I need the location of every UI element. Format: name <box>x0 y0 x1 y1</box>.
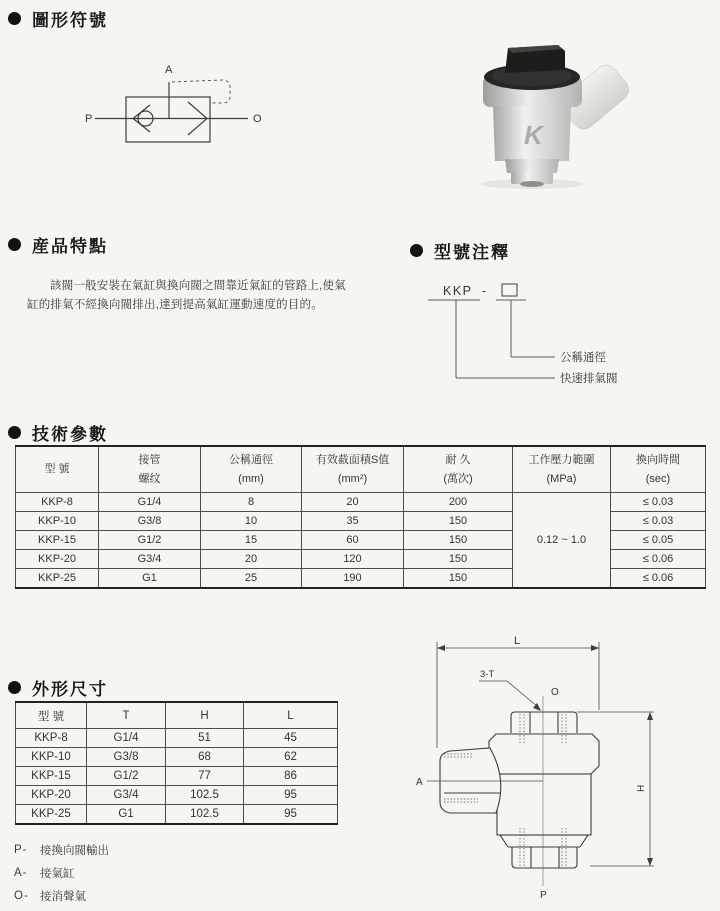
cell-bore: 8 <box>201 493 302 512</box>
model-notation-diagram <box>420 276 635 394</box>
section-notation-heading <box>410 238 510 263</box>
section-title: 外形尺寸 <box>32 680 108 699</box>
table-header-row <box>16 702 338 729</box>
cell-bore: 15 <box>201 531 302 550</box>
col-header-bore: 公稱通徑 (mm) <box>201 446 302 493</box>
bottom-thread-hole <box>520 181 544 187</box>
cell-time: ≤ 0.03 <box>611 512 706 531</box>
port-label-a: A <box>416 777 423 788</box>
cell-model: KKP-25 <box>16 805 87 825</box>
note-key: A- <box>14 866 28 879</box>
section-bullet-icon <box>8 681 21 694</box>
port-notes <box>14 838 109 907</box>
notation-label-valve: 快速排氣閥 <box>560 373 618 385</box>
note-p <box>14 838 109 861</box>
section-bullet-icon <box>8 426 21 439</box>
col-header-t: T <box>87 702 166 729</box>
cell-bore: 25 <box>201 569 302 589</box>
note-a <box>14 861 109 884</box>
section-bullet-icon <box>410 244 423 257</box>
table-header-row <box>16 446 706 493</box>
cell-durability: 150 <box>404 569 513 589</box>
col-header-l: L <box>244 702 338 729</box>
cell-section: 190 <box>302 569 404 589</box>
col-header-pressure: 工作壓力範圍 (MPa) <box>513 446 611 493</box>
cell-model: KKP-10 <box>16 748 87 767</box>
cell-t: G3/8 <box>87 748 166 767</box>
cell-h: 77 <box>166 767 244 786</box>
model-dash: - <box>482 284 487 298</box>
cell-thread: G1 <box>99 569 201 589</box>
cell-durability: 200 <box>404 493 513 512</box>
cell-l: 62 <box>244 748 338 767</box>
cell-l: 86 <box>244 767 338 786</box>
port-label-o: O <box>551 687 559 698</box>
port-label-a: A <box>165 64 173 76</box>
section-title: 型號注釋 <box>434 243 510 262</box>
cell-thread: G3/8 <box>99 512 201 531</box>
section-bullet-icon <box>8 12 21 25</box>
table-row <box>16 493 706 512</box>
cell-section: 120 <box>302 550 404 569</box>
section-title: 産品特點 <box>32 237 108 256</box>
model-size-box <box>502 284 517 296</box>
note-text: 接消聲氣 <box>40 890 86 903</box>
port-label-o: O <box>253 113 262 125</box>
pilot-line <box>172 80 230 103</box>
section-dims-heading <box>8 675 108 700</box>
cell-h: 51 <box>166 729 244 748</box>
cell-model: KKP-20 <box>16 550 99 569</box>
note-text: 接氣缸 <box>40 867 75 880</box>
note-o <box>14 884 109 907</box>
cell-time: ≤ 0.03 <box>611 493 706 512</box>
col-header-model: 型 號 <box>16 446 99 493</box>
col-header-time: 換向時間 (sec) <box>611 446 706 493</box>
cell-l: 95 <box>244 786 338 805</box>
cell-h: 102.5 <box>166 786 244 805</box>
cell-thread: G1/2 <box>99 531 201 550</box>
dim-label-h: H <box>636 784 647 792</box>
cell-h: 102.5 <box>166 805 244 825</box>
cell-t: G1 <box>87 805 166 825</box>
cell-section: 35 <box>302 512 404 531</box>
section-features-heading <box>8 232 108 257</box>
cell-durability: 150 <box>404 531 513 550</box>
col-header-section: 有效截面積S值 (mm²) <box>302 446 404 493</box>
cell-bore: 20 <box>201 550 302 569</box>
thread-count-label: 3-T <box>480 669 495 680</box>
notation-label-bore: 公稱通徑 <box>560 352 606 364</box>
table-row <box>16 729 338 748</box>
model-code: KKP <box>443 284 473 298</box>
table-row <box>16 786 338 805</box>
side-port-section <box>440 748 501 813</box>
cell-model: KKP-15 <box>16 767 87 786</box>
cell-time: ≤ 0.05 <box>611 531 706 550</box>
cell-model: KKP-20 <box>16 786 87 805</box>
cell-model: KKP-10 <box>16 512 99 531</box>
dimension-drawing <box>410 630 710 911</box>
cell-model: KKP-25 <box>16 569 99 589</box>
cell-durability: 150 <box>404 550 513 569</box>
product-photo <box>458 20 643 190</box>
cell-time: ≤ 0.06 <box>611 569 706 589</box>
cell-t: G1/2 <box>87 767 166 786</box>
cell-section: 60 <box>302 531 404 550</box>
pneumatic-symbol-diagram <box>70 55 270 150</box>
cell-time: ≤ 0.06 <box>611 550 706 569</box>
col-header-h: H <box>166 702 244 729</box>
port-label-p: P <box>85 113 93 125</box>
port-label-p: P <box>540 890 547 901</box>
note-key: P- <box>14 843 28 856</box>
col-header-model: 型 號 <box>16 702 87 729</box>
cell-durability: 150 <box>404 512 513 531</box>
cell-model: KKP-8 <box>16 493 99 512</box>
table-row <box>16 805 338 825</box>
dimensions-table <box>15 701 338 825</box>
section-tech-heading <box>8 420 108 445</box>
cell-thread: G1/4 <box>99 493 201 512</box>
section-title: 圖形符號 <box>32 11 108 30</box>
tech-params-table <box>15 445 706 589</box>
table-row <box>16 767 338 786</box>
cell-t: G3/4 <box>87 786 166 805</box>
cell-model: KKP-8 <box>16 729 87 748</box>
cell-section: 20 <box>302 493 404 512</box>
col-header-durability: 耐 久 (萬次) <box>404 446 513 493</box>
cell-pressure-range: 0.12 ~ 1.0 <box>513 493 611 589</box>
col-header-thread: 接管 螺纹 <box>99 446 201 493</box>
cell-l: 95 <box>244 805 338 825</box>
section-title: 技術參數 <box>32 425 108 444</box>
table-row <box>16 748 338 767</box>
dim-label-l: L <box>514 635 521 647</box>
cell-l: 45 <box>244 729 338 748</box>
cell-thread: G3/4 <box>99 550 201 569</box>
section-bullet-icon <box>8 238 21 251</box>
features-paragraph: 該閥一般安裝在氣缸與換向閥之間靠近氣缸的管路上,使氣缸的排氣不經換向閥排出,達到提高氣缸運動速度的目的。 <box>27 280 346 311</box>
note-text: 接換向閥輸出 <box>40 844 109 857</box>
note-key: O- <box>14 889 29 902</box>
cell-t: G1/4 <box>87 729 166 748</box>
valve-neck <box>505 159 559 173</box>
cell-h: 68 <box>166 748 244 767</box>
brand-logo: K <box>524 120 543 150</box>
cell-model: KKP-15 <box>16 531 99 550</box>
section-symbol-heading <box>8 6 108 31</box>
cell-bore: 10 <box>201 512 302 531</box>
